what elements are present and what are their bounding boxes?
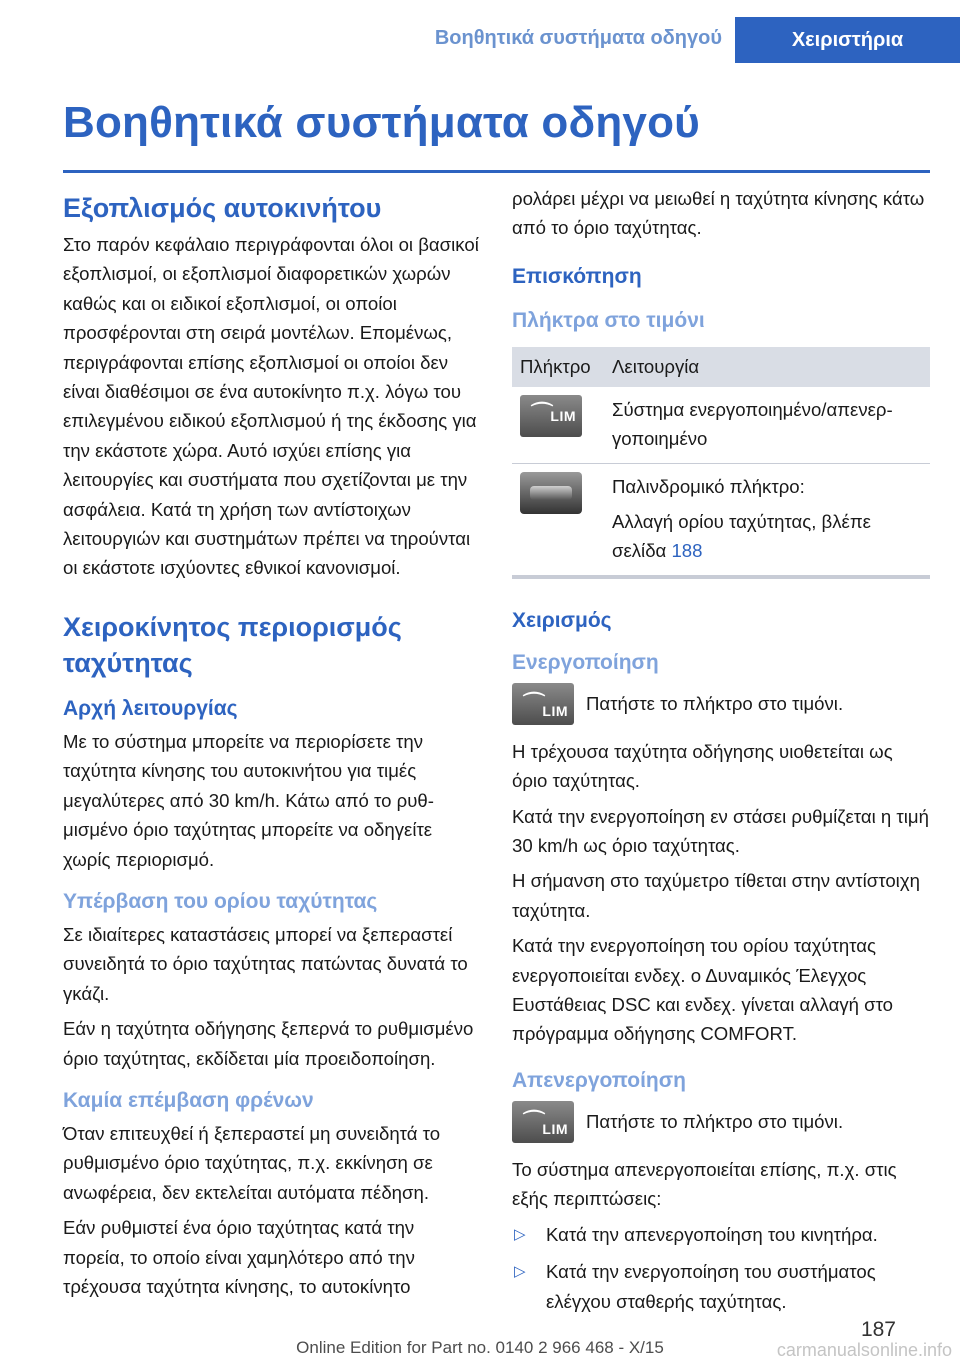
deactivation-step (512, 1101, 930, 1143)
table-header-function: Λειτουργία (604, 347, 930, 387)
rocker-switch-icon (520, 472, 582, 514)
list-item: ▷ Κατά την ενεργοποίηση του συστήματος ελέγχου σταθερής ταχύτητας. (512, 1257, 930, 1316)
deactivation-heading: Απενεργοποίηση (512, 1068, 686, 1092)
table-row (512, 463, 930, 577)
edition-footer: Online Edition for Part no. 0140 2 966 468 - X/15 (296, 1338, 664, 1357)
right-column (512, 180, 930, 1324)
activation-paragraph-4: Κατά την ενεργοποίηση του ορίου ταχύτητας ενεργοποιείται ενδεχ. ο Δυναμικός Έλεγχος Ευστάθειας DSC και ενδεχ. γίνεται αλλαγή στο πρόγραμμα οδήγησης COMFORT. (512, 935, 894, 1045)
page-number: 187 (860, 1318, 896, 1341)
lim-button-icon: ⌒ LIM (512, 683, 574, 725)
buttons-table (512, 347, 930, 579)
page-reference-link[interactable]: 188 (671, 539, 703, 561)
activation-paragraph-3: Η σήμανση στο ταχύμετρο τίθεται στην αντίστοιχη ταχύτητα. (512, 870, 920, 921)
activation-paragraph-1: Η τρέχουσα ταχύτητα οδήγησης υιοθετείται ως όριο ταχύτητας. (512, 740, 893, 792)
section-speed-limiter-title: Χειροκίνητος περιορισμός ταχύτητας (63, 611, 402, 678)
principle-paragraph: Με το σύστημα μπορείτε να περιορίσετε την ταχύτητα κίνησης του αυτοκινήτου για τιμές μεγαλύτερες από 30 km/h. Κάτω από το ρυθμισμένο όριο ταχύτητας μπορείτε να οδηγείτε χωρίς περιορισμό. (63, 730, 434, 870)
table-cell-icon (512, 463, 604, 577)
steering-buttons-heading: Πλήκτρα στο τιμόνι (512, 308, 705, 332)
table-header-button: Πλήκτρο (512, 347, 604, 387)
rocker-description: Αλλαγή ορίου ταχύτητας, βλέπε σελίδα (612, 510, 871, 561)
exceed-paragraph-1: Σε ιδιαίτερες καταστάσεις μπορεί να ξεπεραστεί συνειδητά το όριο ταχύτητας πατώντας δυνατά το γκάζι. (63, 923, 468, 1004)
left-column (63, 180, 481, 1307)
activation-paragraph-2: Κατά την ενεργοποίηση εν στάσει ρυθμίζεται η τιμή 30 km/h ως όριο ταχύτητας. (512, 805, 929, 857)
activation-instruction: Πατήστε το πλήκτρο στο τιμόνι. (586, 692, 844, 714)
no-brake-heading: Καμία επέμβαση φρένων (63, 1088, 314, 1112)
chapter-tab[interactable]: Χειριστήρια (735, 17, 960, 63)
equipment-paragraph: Στο παρόν κεφάλαιο περιγράφονται όλοι οι βασικοί εξοπλισμοί, οι εξοπλισμοί διαφορετικών χωρών καθώς και οι ειδικοί εξοπλισμοί, οι οποίοι προσφέρονται στη σειρά μοντέλων. Επομένως, περιγράφονται επίσης εξοπλισμοί οι οποίοι δεν είναι διαθέσιμοι σε ένα αυτοκίνητο π.χ. λόγω του επιλεγμένου ειδικού εξοπλισμού ή της έκδοσης για την εκάστοτε χώρα. Αυτό ισχύει επίσης για λειτουργίες και συστήματα που σχετίζονται με την ασφάλεια. Κατά τη χρήση των αντίστοιχων λειτουργιών και συστημάτων πρέπει να τηρούνται οι εκάστοτε ισχύοντες εθνικοί κανονισμοί. (63, 234, 479, 579)
lim-button-icon: ⌒ LIM (520, 395, 582, 437)
no-brake-paragraph-2: Εάν ρυθμιστεί ένα όριο ταχύτητας κατά την πορεία, το οποίο είναι χαμηλότερο από την τρέχουσα ταχύτητα κίνησης, το αυτοκίνητο (63, 1217, 415, 1297)
watermark: carmanualsonline.info (776, 1340, 952, 1360)
page-title: Βοηθητικά συστήματα οδηγού (63, 98, 700, 147)
no-brake-paragraph-1: Όταν επιτευχθεί ή ξεπεραστεί μη συνειδητά το ρυθμισμένο όριο ταχύτητας, π.χ. εκκίνηση σε ανωφέρεια, δεν εκτελείται αυτόματα πέδηση. (63, 1122, 441, 1203)
activation-step (512, 683, 930, 725)
exceed-limit-heading: Υπέρβαση του ορίου ταχύτητας (63, 889, 378, 913)
table-cell-function: Σύστημα ενεργοποιημένο/απενεργοποιημένο (604, 387, 930, 464)
exceed-paragraph-2: Εάν η ταχύτητα οδήγησης ξεπερνά το ρυθμισμένο όριο ταχύτητας, εκδίδεται μία προειδοποίηση. (63, 1018, 474, 1069)
title-divider (63, 170, 930, 173)
list-item: ▷ Κατά την απενεργοποίηση του κινητήρα. (512, 1220, 930, 1249)
principle-heading: Αρχή λειτουργίας (63, 696, 238, 720)
operation-heading: Χειρισμός (512, 608, 612, 632)
deactivation-list (512, 1220, 930, 1316)
running-header (0, 17, 960, 63)
section-equipment-title: Εξοπλισμός αυτοκινήτου (63, 193, 382, 223)
overview-heading: Επισκόπηση (512, 264, 642, 288)
breadcrumb: Βοηθητικά συστήματα οδηγού (434, 27, 722, 49)
deactivation-instruction: Πατήστε το πλήκτρο στο τιμόνι. (586, 1110, 844, 1132)
continued-paragraph: ρολάρει μέχρι να μειωθεί η ταχύτητα κίνησης κάτω από το όριο ταχύτητας. (512, 188, 925, 239)
table-cell-icon (512, 387, 604, 464)
activation-heading: Ενεργοποίηση (512, 650, 659, 674)
table-cell-function (604, 463, 930, 577)
table-row (512, 387, 930, 464)
deactivation-paragraph: Το σύστημα απενεργοποιείται επίσης, π.χ. στις εξής περιπτώσεις: (512, 1158, 897, 1210)
table-header-row (512, 347, 930, 387)
lim-button-icon: ⌒ LIM (512, 1101, 574, 1143)
rocker-label: Παλινδρομικό πλήκτρο: (612, 475, 805, 497)
